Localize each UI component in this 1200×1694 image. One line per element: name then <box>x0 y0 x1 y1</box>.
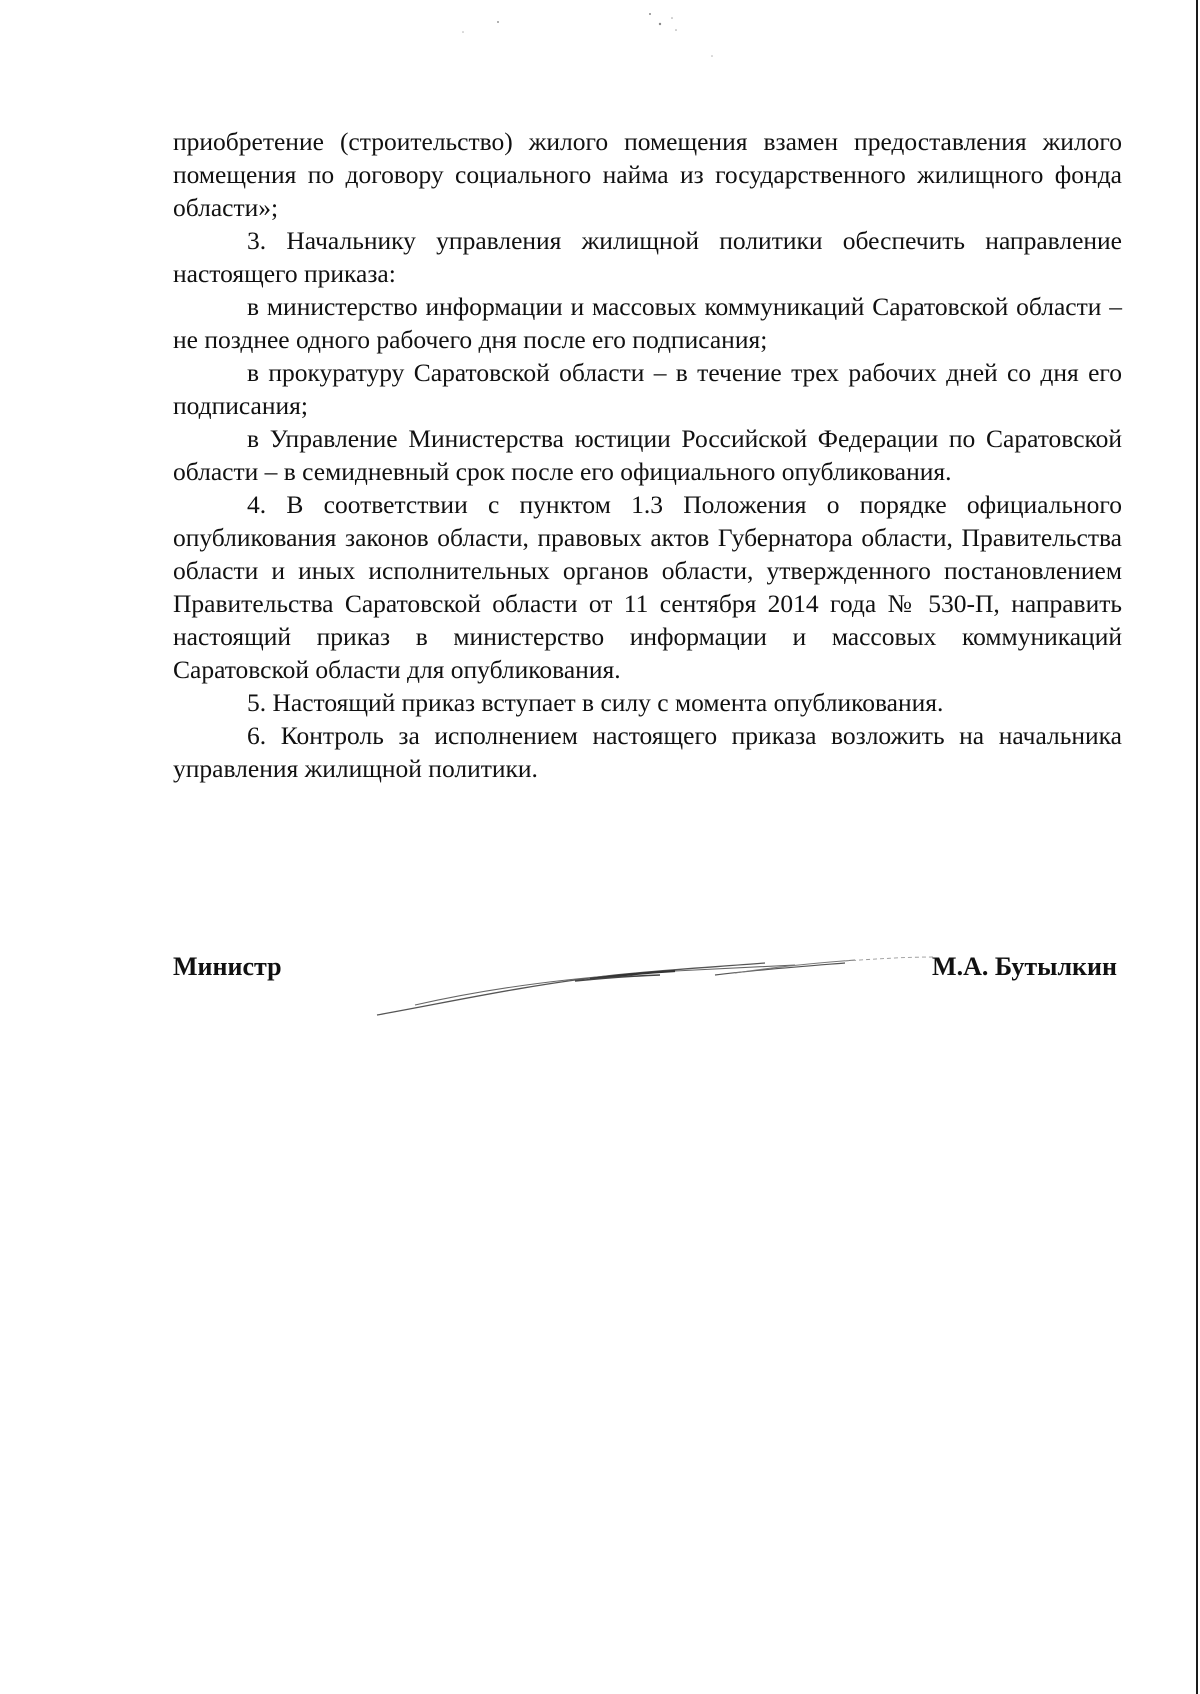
scan-specks <box>0 0 1200 80</box>
paragraph-item-5: 5. Настоящий приказ вступает в силу с момента опубликования. <box>247 688 944 717</box>
document-body <box>173 125 1122 785</box>
paragraph-item-3: 3. Начальнику управления жилищной политики обеспечить направление настоящего приказа: <box>173 226 1122 288</box>
paragraph-item-4: 4. В соответствии с пунктом 1.3 Положения о порядке официального опубликования законов области, правовых актов Губернатора области, Правительства области и иных исполнительных органов области, утвержденного постановлением Правительства Саратовской области от 11 сентября 2014 года № 530-П, направить настоящий приказ в министерство информации и массовых коммуникаций Саратовской области для опубликования. <box>173 490 1122 684</box>
paragraph-justice-ministry: в Управление Министерства юстиции Российской Федерации по Саратовской области – в семидневный срок после его официального опубликования. <box>173 424 1122 486</box>
signatory-name: М.А. Бутылкин <box>932 952 1117 981</box>
paragraph-item-6: 6. Контроль за исполнением настоящего приказа возложить на начальника управления жилищной политики. <box>173 721 1122 783</box>
paragraph-continuation: приобретение (строительство) жилого помещения взамен предоставления жилого помещения по договору социального найма из государственного жилищного фонда области»; <box>173 127 1122 222</box>
paragraph-ministry-information: в министерство информации и массовых коммуникаций Саратовской области – не позднее одного рабочего дня после его подписания; <box>173 292 1122 354</box>
handwritten-signature <box>375 945 935 1020</box>
scan-edge-line <box>1196 0 1198 1694</box>
paragraph-prosecutor: в прокуратуру Саратовской области – в течение трех рабочих дней со дня его подписания; <box>173 358 1122 420</box>
signatory-title: Министр <box>173 952 282 981</box>
